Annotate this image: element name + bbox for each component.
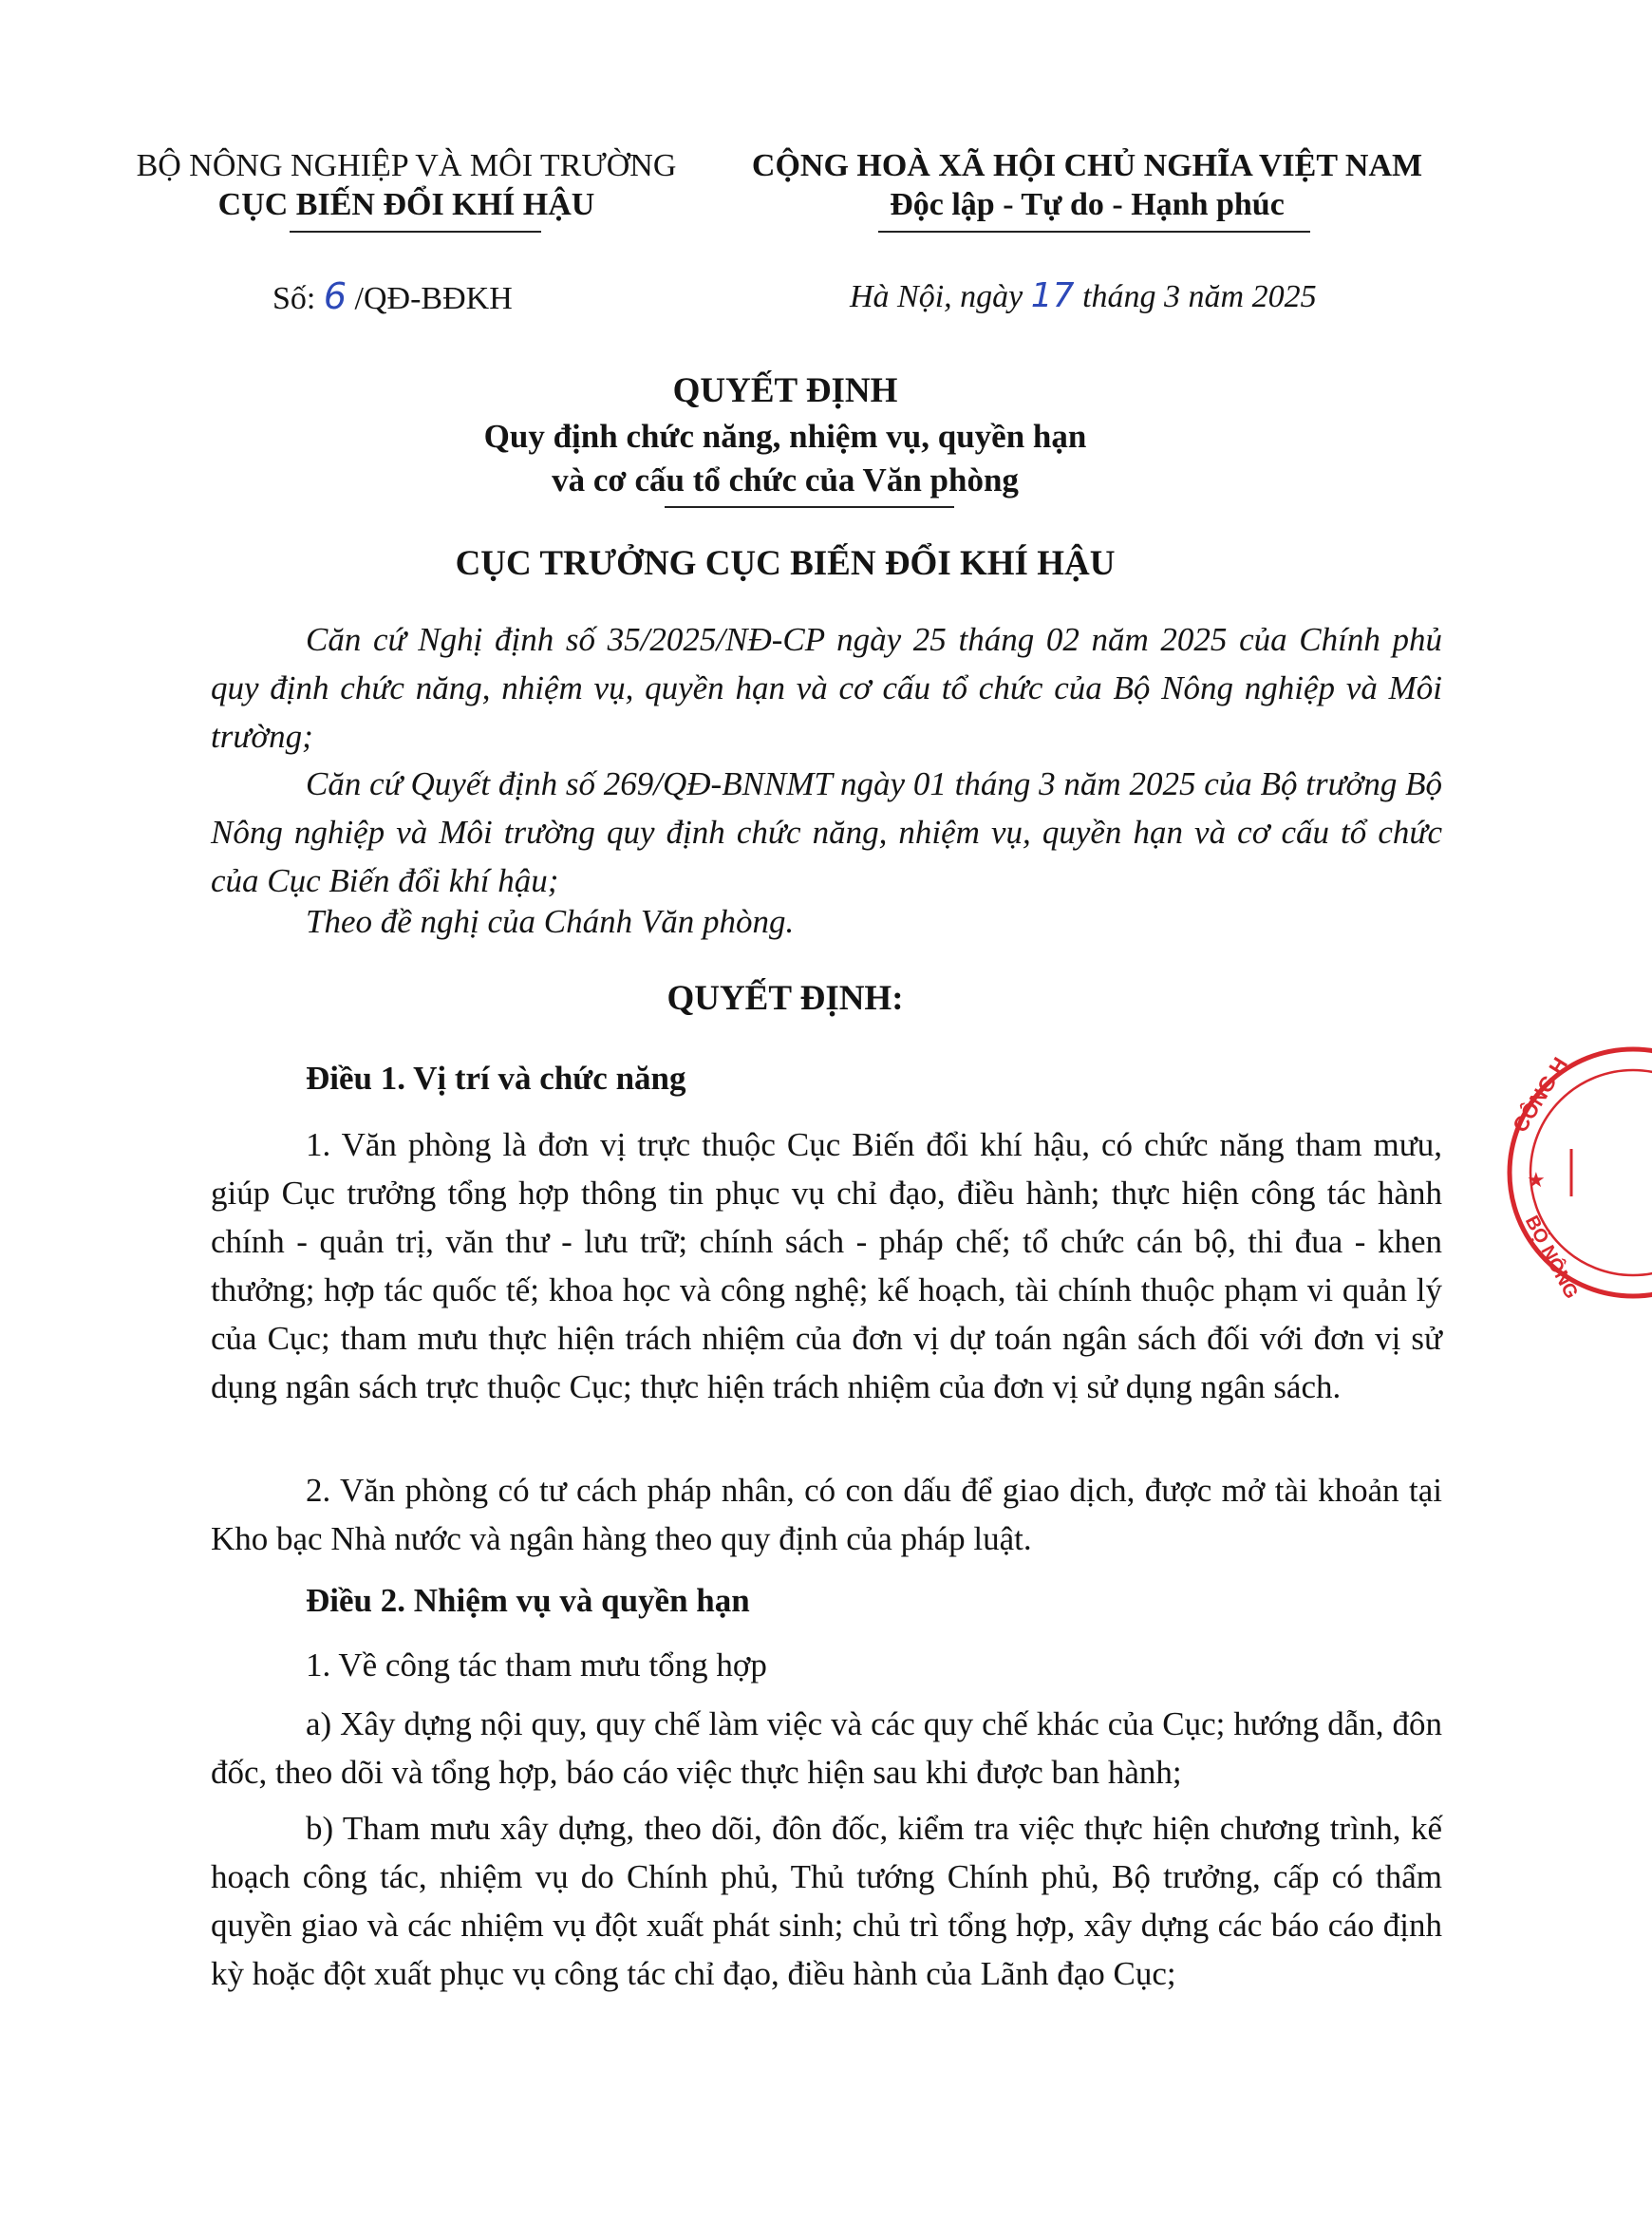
- article-1-paragraph-1: 1. Văn phòng là đơn vị trực thuộc Cục Biến đổi khí hậu, có chức năng tham mưu, giúp Cục trưởng tổng hợp thông tin phục vụ chỉ đạo, điều hành; thực hiện công tác hành chính - quản trị, văn thư - lưu trữ; chính sách - pháp chế; tổ chức cán bộ, thi đua - khen thưởng; hợp tác quốc tế; khoa học và công nghệ; kế hoạch, tài chính thuộc phạm vi quản lý của Cục; tham mưu thực hiện trách nhiệm của đơn vị dự toán ngân sách đối với đơn vị sử dụng ngân sách trực thuộc Cục; thực hiện trách nhiệm của đơn vị sử dụng ngân sách.: [211, 1126, 1442, 1405]
- issuer-underline: [290, 231, 541, 233]
- document-title: QUYẾT ĐỊNH: [672, 371, 898, 410]
- svg-text:CÔNG H: CÔNG H: [1508, 1053, 1573, 1137]
- date-day-handwritten: 17: [1030, 276, 1075, 315]
- issuer-department: CỤC BIẾN ĐỔI KHÍ HẬU: [217, 187, 595, 222]
- document-number-prefix: Số:: [272, 281, 316, 316]
- article-2-item-1: 1. Về công tác tham mưu tổng hợp: [306, 1646, 767, 1684]
- preamble-paragraph-3: Theo đề nghị của Chánh Văn phòng.: [306, 903, 795, 940]
- document-date: [850, 275, 1317, 318]
- motto-underline: [878, 231, 1310, 233]
- document-number-suffix: /QĐ-BĐKH: [354, 281, 513, 316]
- svg-text:★: ★: [1527, 1168, 1546, 1192]
- document-subtitle-line1: Quy định chức năng, nhiệm vụ, quyền hạn: [483, 418, 1087, 455]
- article-2-item-a: a) Xây dựng nội quy, quy chế làm việc và các quy chế khác của Cục; hướng dẫn, đôn đốc, theo dõi và tổng hợp, báo cáo việc thực hiện sau khi được ban hành;: [211, 1705, 1442, 1791]
- decision-heading: QUYẾT ĐỊNH:: [666, 979, 904, 1018]
- article-1-heading: Điều 1. Vị trí và chức năng: [306, 1060, 686, 1097]
- national-motto: Độc lập - Tự do - Hạnh phúc: [890, 187, 1285, 222]
- date-prefix: Hà Nội, ngày: [850, 279, 1023, 314]
- preamble-paragraph-1: Căn cứ Nghị định số 35/2025/NĐ-CP ngày 25 tháng 02 năm 2025 của Chính phủ quy định chức năng, nhiệm vụ, quyền hạn và cơ cấu tổ chức của Bộ Nông nghiệp và Môi trường;: [211, 621, 1442, 755]
- national-title: CỘNG HOÀ XÃ HỘI CHỦ NGHĨA VIỆT NAM: [751, 148, 1423, 183]
- article-2-item-b: b) Tham mưu xây dựng, theo dõi, đôn đốc, kiểm tra việc thực hiện chương trình, kế hoạch công tác, nhiệm vụ do Chính phủ, Thủ tướng Chính phủ, Bộ trưởng, cấp có thẩm quyền giao và các nhiệm vụ đột xuất phát sinh; chủ trì tổng hợp, xây dựng các báo cáo định kỳ hoặc đột xuất phục vụ công tác chỉ đạo, điều hành của Lãnh đạo Cục;: [211, 1810, 1442, 1992]
- document-number-handwritten: 6: [323, 275, 347, 317]
- issuer-ministry: BỘ NÔNG NGHIỆP VÀ MÔI TRƯỜNG: [136, 148, 677, 183]
- svg-text:BỘ NÔNG: BỘ NÔNG: [1520, 1212, 1583, 1303]
- preamble-paragraph-2: Căn cứ Quyết định số 269/QĐ-BNNMT ngày 01 tháng 3 năm 2025 của Bộ trưởng Bộ Nông nghiệp và Môi trường quy định chức năng, nhiệm vụ, quyền hạn và cơ cấu tổ chức của Cục Biến đổi khí hậu;: [211, 765, 1442, 899]
- issuing-authority: CỤC TRƯỞNG CỤC BIẾN ĐỔI KHÍ HẬU: [455, 544, 1116, 583]
- official-seal-stamp: [1500, 1044, 1652, 1301]
- document-number: [272, 275, 513, 320]
- article-2-heading: Điều 2. Nhiệm vụ và quyền hạn: [306, 1582, 750, 1619]
- date-suffix: tháng 3 năm 2025: [1082, 279, 1317, 314]
- document-subtitle-line2: và cơ cấu tổ chức của Văn phòng: [552, 461, 1019, 499]
- article-1-paragraph-2: 2. Văn phòng có tư cách pháp nhân, có con dấu để giao dịch, được mở tài khoản tại Kho bạc Nhà nước và ngân hàng theo quy định của pháp luật.: [211, 1472, 1442, 1557]
- title-underline: [665, 506, 954, 508]
